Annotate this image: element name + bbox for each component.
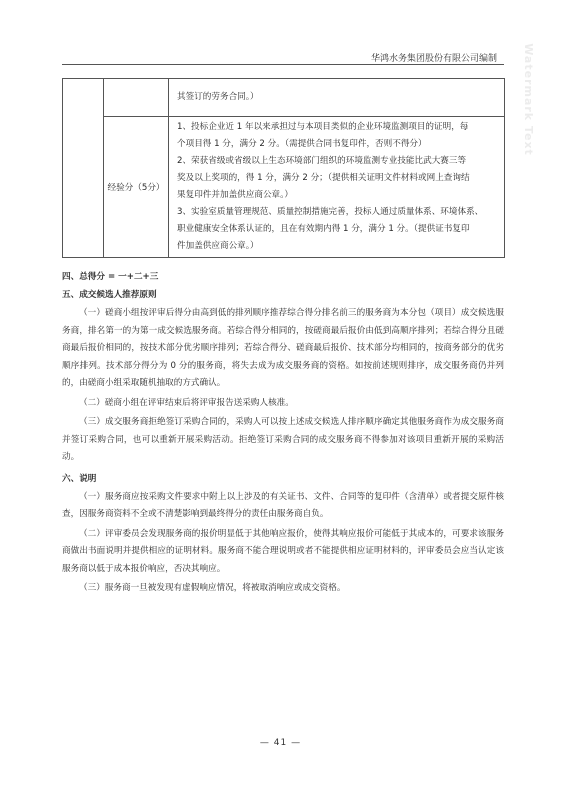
table-cell <box>104 117 169 258</box>
watermark-text: Watermark Text <box>521 42 535 156</box>
notes-paragraph-3: （三）服务商一旦被发现有虚假响应情况，将被取消响应或成交资格。 <box>79 583 346 593</box>
watermark <box>514 14 542 184</box>
page-number: — 41 — <box>259 738 302 748</box>
table-row <box>63 117 505 258</box>
total-score-heading: 四、总得分 = 一+二+三 <box>62 272 159 282</box>
notes-paragraph-1: （一）服务商应按采购文件要求中附上以上涉及的有关证书、文件、合同等的复印件（含清单）或者提交原件核查，因服务商资料不全或不清楚影响到最终得分的责任由服务商自负。 <box>62 491 504 519</box>
table-row <box>63 79 505 117</box>
recommend-paragraph-1: （一）磋商小组按评审后得分由高到低的排列顺序推荐综合得分排名前三的服务商为本分包（项目）成交候选服务商，排名第一的为第一成交候选服务商。若综合得分相同的，按磋商最后报价由低到高顺序排列；若综合得分且磋商最后报价相同的，按技术部分优劣顺序排列；若综合得分、磋商最后报价、技术部分均相同的，按商务部分的优劣顺序排列。技术部分得分为 0 分的服务商，将失去成为成交服务商的资格。如按前述规则排序，成交服务商仍并列的，由磋商小组采取随机抽取的方式确认。 <box>62 308 504 388</box>
notes-paragraph-2: （二）评审委员会发现服务商的报价明显低于其他响应报价，使得其响应报价可能低于其成本的，可要求该服务商做出书面说明并提供相应的证明材料。服务商不能合理说明或者不能提供相应证明材料的，评审委员会应当认定该服务商以低于成本报价响应，否决其响应。 <box>62 528 504 574</box>
recommend-paragraph-3: （三）成交服务商拒绝签订采购合同的，采购人可以按上述成交候选人排序顺序确定其他服务商作为成交服务商并签订采购合同，也可以重新开展采购活动。拒绝签订采购合同的成交服务商不得参加对该项目重新开展的采购活动。 <box>62 417 504 462</box>
table-cell-empty <box>104 79 169 117</box>
table-cell-empty <box>63 79 104 258</box>
scoring-criteria-table <box>62 78 505 258</box>
header-company-name: 华鸿水务集团股份有限公司编制 <box>370 54 497 64</box>
experience-score-criteria: 1、投标企业近 1 年以来承担过与本项目类似的企业环境监测项目的证明，每 个项目得 1 分，满分 2 分。（需提供合同书复印件，否则不得分） 2、荣获省级或省级以上生态环境部门组织的环境监测专业技能比武大赛三等 奖及以上奖项的，得 1 分，满分 2 分；（提供相关证明文件材料或网上查询结 果复印件并加盖供应商公章。） 3、实验室质量管理规范、质量控制措施完善，投标人通过质量体系、环境体系、 职业健康安全体系认证的，且在有效期内得 1 分，满分 1 分。（提供证书复印 件加盖供应商公章。） <box>177 122 484 251</box>
recommend-paragraph-2: （二）磋商小组在评审结束后将评审报告送采购人核准。 <box>79 397 294 408</box>
table-cell <box>169 79 505 117</box>
table-cell <box>169 117 505 258</box>
experience-score-label: 经验分（5分） <box>107 183 165 193</box>
document-body <box>62 268 504 600</box>
header-divider <box>62 64 504 65</box>
notes-heading: 六、说明 <box>62 473 97 484</box>
recommend-principle-heading: 五、成交候选人推荐原则 <box>62 290 157 300</box>
row1-text: 其签订的劳务合同。） <box>177 92 259 102</box>
